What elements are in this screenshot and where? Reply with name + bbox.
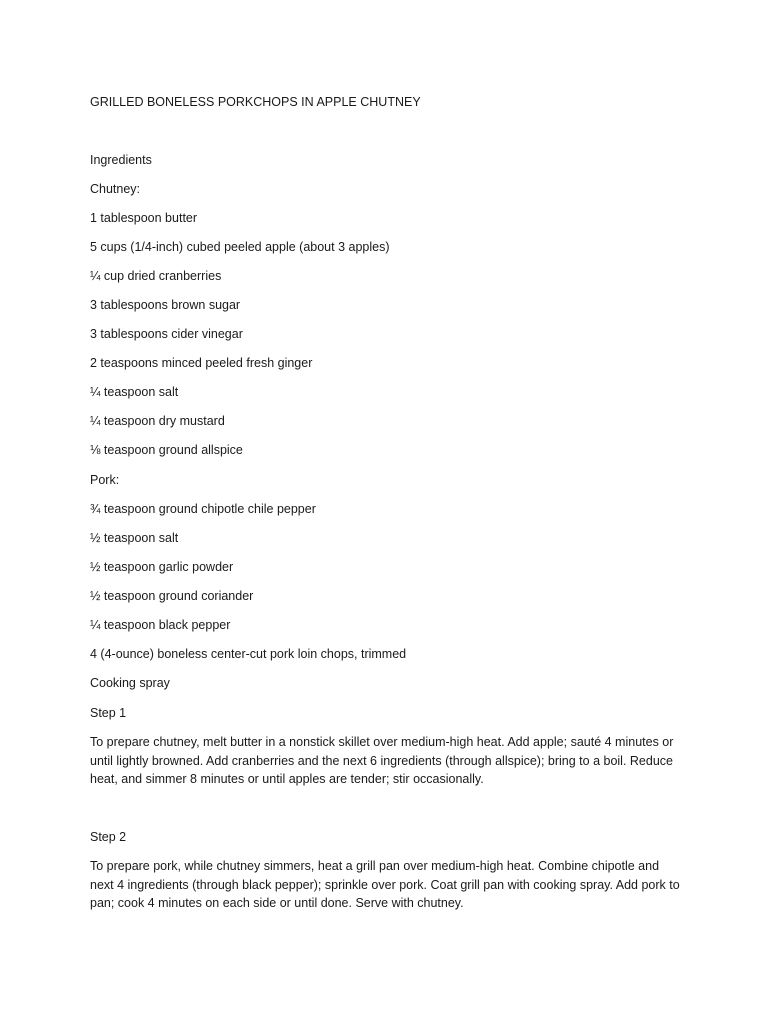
pork-heading: Pork: [90,473,120,487]
pork-ingredient: ½ teaspoon ground coriander [90,589,254,603]
chutney-ingredient: 2 teaspoons minced peeled fresh ginger [90,356,313,370]
pork-ingredient: ¾ teaspoon ground chipotle chile pepper [90,502,316,516]
pork-ingredient: ½ teaspoon garlic powder [90,560,234,574]
step-1-text: To prepare chutney, melt butter in a nonstick skillet over medium-high heat. Add apple; sauté 4 minutes or until lightly browned. Add cranberries and the next 6 ingredients (through allspice); bring to a boil. Reduce heat, and simmer 8 minutes or until apples are tender; stir occasionally. [90,735,674,786]
ingredients-heading: Ingredients [90,153,152,167]
chutney-ingredient: 3 tablespoons brown sugar [90,298,241,312]
chutney-ingredient: ⅛ teaspoon ground allspice [90,443,243,457]
recipe-title: GRILLED BONELESS PORKCHOPS IN APPLE CHUTNEY [90,95,421,109]
chutney-ingredient: ¼ teaspoon dry mustard [90,414,225,428]
step-2-label: Step 2 [90,830,127,844]
chutney-ingredient: 5 cups (1/4-inch) cubed peeled apple (about 3 apples) [90,240,390,254]
step-2-text: To prepare pork, while chutney simmers, heat a grill pan over medium-high heat. Combine chipotle and next 4 ingredients (through black pepper); sprinkle over pork. Coat grill pan with cooking spray. Add pork to pan; cook 4 minutes on each side or until done. Serve with chutney. [90,859,680,910]
chutney-ingredient: ¼ teaspoon salt [90,385,179,399]
pork-ingredient: Cooking spray [90,676,170,690]
chutney-heading: Chutney: [90,182,141,196]
pork-ingredient: 4 (4-ounce) boneless center-cut pork loin chops, trimmed [90,647,407,661]
chutney-ingredient: 3 tablespoons cider vinegar [90,327,243,341]
pork-ingredient: ½ teaspoon salt [90,531,179,545]
step-1-label: Step 1 [90,706,127,720]
chutney-ingredient: ¼ cup dried cranberries [90,269,222,283]
chutney-ingredient: 1 tablespoon butter [90,211,198,225]
pork-ingredient: ¼ teaspoon black pepper [90,618,231,632]
